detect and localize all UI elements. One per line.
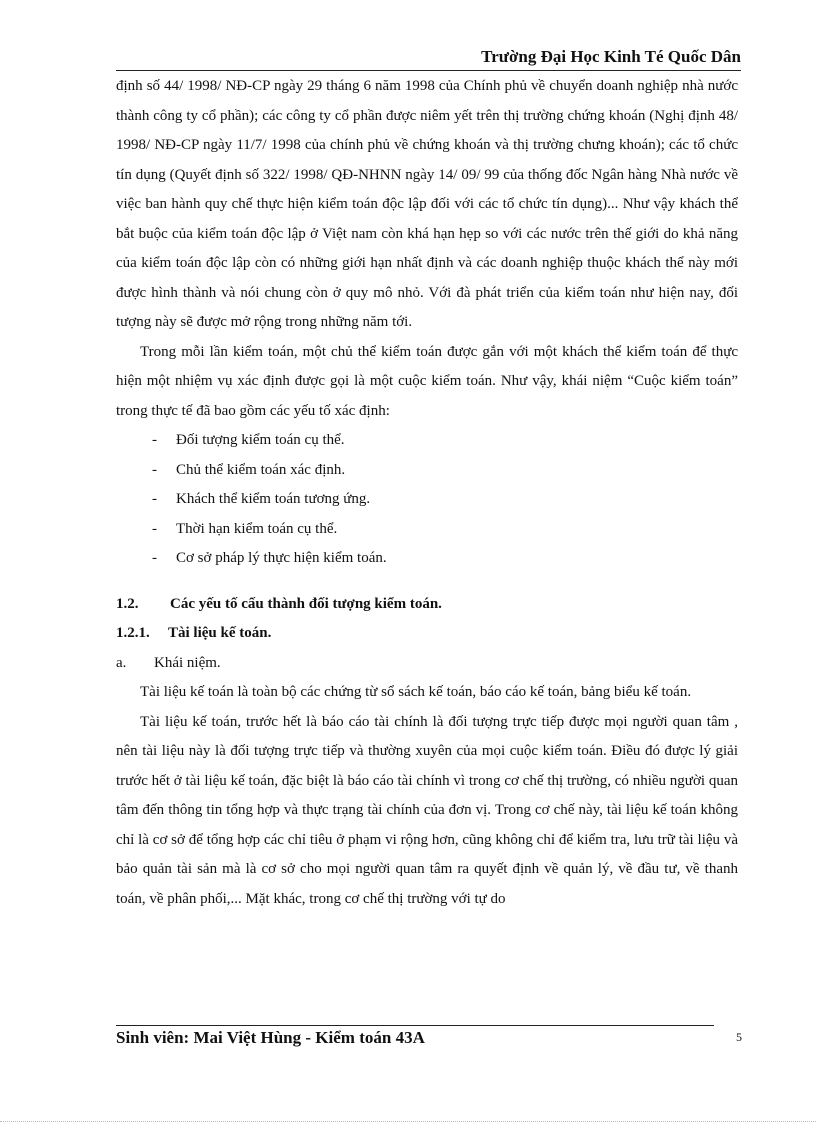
- list-item: - Chủ thể kiểm toán xác định.: [152, 456, 738, 486]
- list-item: - Khách thể kiểm toán tương ứng.: [152, 485, 738, 515]
- subsection-heading: [116, 619, 738, 649]
- paragraph: định số 44/ 1998/ NĐ-CP ngày 29 tháng 6 năm 1998 của Chính phủ về chuyển doanh nghiệp nhà nước thành công ty cổ phần); các công ty cổ phần được niêm yết trên thị trường chứng khoán (Nghị định 48/ 1998/ NĐ-CP ngày 11/7/ 1998 của chính phủ về chứng khoán và thị trường chưng khoán); các tổ chức tín dụng (Quyết định số 322/ 1998/ QĐ-NHNN ngày 14/ 09/ 99 của thống đốc Ngân hàng Nhà nước về việc ban hành quy chế thực hiện kiểm toán độc lập đối với các tổ chức tín dụng)... Như vậy khách thể bắt buộc của kiểm toán độc lập ở Việt nam còn khá hạn hẹp so với các nước trên thế giới do khả năng của kiểm toán độc lập còn có những giới hạn nhất định và các doanh nghiệp thuộc khách thể này mới được hình thành và nói chung còn ở quy mô nhỏ. Với đà phát triển của kiểm toán như hiện nay, đối tượng này sẽ được mở rộng trong những năm tới.: [116, 78, 738, 330]
- paragraph: Tài liệu kế toán, trước hết là báo cáo tài chính là đối tượng trực tiếp được mọi người quan tâm , nên tài liệu này là đối tượng trực tiếp và thường xuyên của mọi cuộc kiểm toán. Điều đó được lý giải trước hết ở tài liệu kế toán, đặc biệt là báo cáo tài chính vì trong cơ chế thị trường, có nhiều người quan tâm đến thông tin tổng hợp và thực trạng tài chính của đơn vị. Trong cơ chế này, tài liệu kế toán không chỉ là cơ sở để tổng hợp các chỉ tiêu ở phạm vi rộng hơn, cũng không chỉ để kiểm tra, lưu trữ tài liệu và bảo quản tài sản mà là cơ sở cho mọi người quan tâm ra quyết định về quản lý, về đầu tư, về thanh toán, về phân phối,... Mặt khác, trong cơ chế thị trường với tự do: [116, 713, 738, 907]
- subsection-title: Tài liệu kế toán.: [168, 625, 272, 641]
- list-item: - Đối tượng kiểm toán cụ thể.: [152, 426, 738, 456]
- element-list: [116, 426, 738, 574]
- list-item: - Cơ sở pháp lý thực hiện kiểm toán.: [152, 544, 738, 574]
- running-header: Trường Đại Học Kinh Té Quốc Dân: [481, 47, 741, 66]
- subsection-number: 1.2.1.: [116, 625, 150, 641]
- paragraph: Trong mỗi lần kiểm toán, một chủ thể kiểm toán được gắn với một khách thể kiểm toán để thực hiện một nhiệm vụ xác định được gọi là một cuộc kiểm toán. Như vậy, khái niệm “Cuộc kiểm toán” trong thực tế đã bao gồm các yếu tố xác định:: [116, 343, 738, 419]
- section-number: 1.2.: [116, 595, 139, 612]
- footer-rule: [116, 1025, 714, 1026]
- paragraph: Tài liệu kế toán là toàn bộ các chứng từ sổ sách kế toán, báo cáo kế toán, bảng biểu kế toán.: [140, 684, 692, 700]
- page-edge-dotted: [0, 1121, 816, 1122]
- item-letter: a.: [116, 654, 127, 671]
- header-rule: [116, 70, 741, 71]
- item-title: Khái niệm.: [154, 654, 221, 671]
- page-body: [116, 72, 738, 914]
- list-item: - Thời hạn kiểm toán cụ thể.: [152, 515, 738, 545]
- item-heading: [116, 649, 738, 679]
- page-number: 5: [736, 1030, 742, 1044]
- footer-student: Sinh viên: Mai Việt Hùng - Kiểm toán 43A: [116, 1028, 425, 1047]
- section-heading: [116, 590, 738, 620]
- section-title: Các yếu tố cấu thành đối tượng kiểm toán.: [170, 595, 442, 612]
